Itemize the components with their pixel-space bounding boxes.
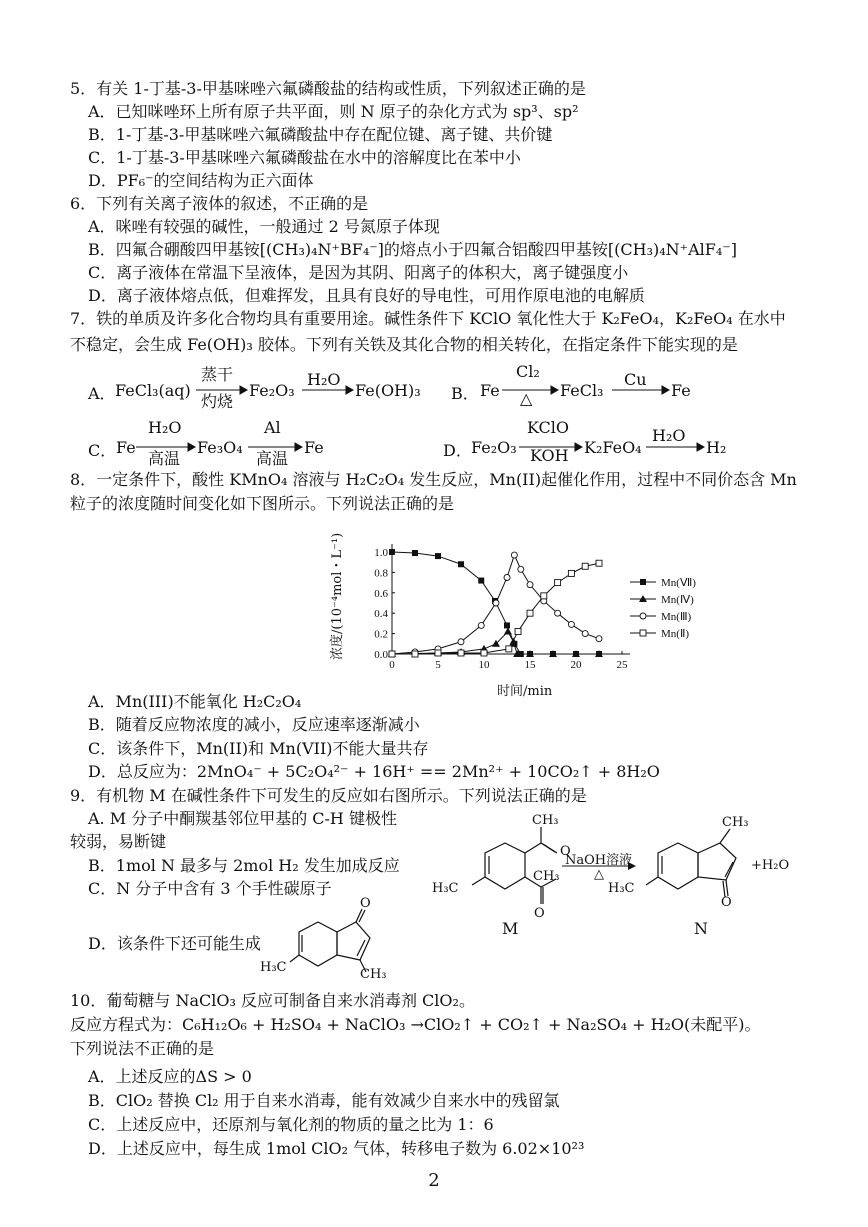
q8-stem-line2: 粒子的浓度随时间变化如下图所示。下列说法正确的是 <box>70 494 455 513</box>
q6-option-a: A．咪唑有较强的碱性，一般通过 2 号氮原子体现 <box>88 217 440 236</box>
q8-option-c: C．该条件下，Mn(II)和 Mn(VII)不能大量共存 <box>88 739 429 758</box>
q5-option-d: D．PF₆⁻的空间结构为正六面体 <box>88 171 314 190</box>
q7-d-label: D． <box>443 441 472 460</box>
chart-x-tick-label: 10 <box>478 659 490 671</box>
legend-label-0: Mn(Ⅶ) <box>661 577 696 589</box>
d-h3c: H₃C <box>260 960 287 975</box>
q7-b-start: Fe <box>480 381 500 400</box>
q7-a-label: A． <box>88 384 116 403</box>
q8-option-b: B．随着反应物浓度的减小，反应速率逐渐减小 <box>88 715 420 734</box>
q6-option-d: D．离子液体熔点低，但难挥发，且具有良好的导电性，可用作原电池的电解质 <box>88 286 645 305</box>
reagent-heat: △ <box>594 867 604 882</box>
q7-b-label: B． <box>451 384 479 403</box>
q7-a-cond1-bottom: 灼烧 <box>201 392 234 411</box>
q9-option-d: D．该条件下还可能生成 <box>88 934 261 953</box>
q7-c-cond1-top: H₂O <box>148 418 182 437</box>
q7-c-label: C． <box>88 441 117 460</box>
label-n: N <box>694 919 708 938</box>
q10-equation: 反应方程式为：C₆H₁₂O₆ + H₂SO₄ + NaClO₃ →ClO₂↑ + CO₂↑ + Na₂SO₄ + H₂O(未配平)。 <box>70 1015 761 1034</box>
chart-y-tick-label: 0.4 <box>374 608 388 621</box>
q6-option-c: C．离子液体在常温下呈液体，是因为其阴、阳离子的体积大，离子键强度小 <box>88 263 629 282</box>
q9-option-b: B．1mol N 最多与 2mol H₂ 发生加成反应 <box>88 856 400 875</box>
plus-water: +H₂O <box>751 858 790 873</box>
chart-x-tick-label: 20 <box>570 659 582 671</box>
q8-option-a: A．Mn(III)不能氧化 H₂C₂O₄ <box>88 692 302 711</box>
q7-c-cond2-top: Al <box>264 418 281 437</box>
q10-option-b: B．ClO₂ 替换 Cl₂ 用于自来水消毒，能有效减少自来水中的残留氯 <box>88 1091 560 1110</box>
chart-y-tick-label: 1.0 <box>374 547 388 559</box>
chart-x-axis-label: 时间/min <box>497 684 553 699</box>
q7-b-mid: FeCl₃ <box>560 381 604 400</box>
q7-a-mid: Fe₂O₃ <box>249 381 295 400</box>
chart-y-tick-label: 0.8 <box>374 567 388 580</box>
m-ch3-top: CH₃ <box>532 813 559 828</box>
q5-stem: 5．有关 1-丁基-3-甲基咪唑六氟磷酸盐的结构或性质，下列叙述正确的是 <box>70 79 586 98</box>
n-carbonyl-o: O <box>721 895 732 910</box>
chart-x-tick-label: 15 <box>524 659 536 671</box>
q7-d-end: H₂ <box>706 438 727 457</box>
chart-y-axis-label: 浓度/(10⁻⁴mol・L⁻¹) <box>330 532 345 660</box>
label-m: M <box>502 919 519 938</box>
m-h3c: H₃C <box>432 881 459 896</box>
q6-stem: 6．下列有关离子液体的叙述，不正确的是 <box>70 194 369 213</box>
q7-d-cond2-top: H₂O <box>652 426 686 445</box>
q7-stem-line2: 不稳定，会生成 Fe(OH)₃ 胶体。下列有关铁及其化合物的相关转化，在指定条件下能实现的是 <box>70 335 738 354</box>
q7-d-cond1-top: KClO <box>527 418 569 437</box>
chart-y-tick-label: 0.2 <box>374 628 388 641</box>
chart-x-tick-label: 5 <box>435 659 441 671</box>
q9-stem: 9．有机物 M 在碱性条件下可发生的反应如右图所示。下列说法正确的是 <box>70 786 587 805</box>
legend-label-2: Mn(Ⅲ) <box>661 611 692 623</box>
chart-x-tick-label: 25 <box>616 659 628 671</box>
q5-option-c: C．1-丁基-3-甲基咪唑六氟磷酸盐在水中的溶解度比在苯中小 <box>88 148 521 167</box>
q7-c-cond2-bottom: 高温 <box>256 449 289 468</box>
q7-b-cond2-top: Cu <box>624 370 647 389</box>
q7-d-start: Fe₂O₃ <box>471 438 517 457</box>
q7-d-cond1-bottom: KOH <box>530 446 569 465</box>
legend-label-1: Mn(Ⅳ) <box>661 594 694 606</box>
q7-b-cond1-bottom: △ <box>520 389 533 408</box>
q6-option-b: B．四氟合硼酸四甲基铵[(CH₃)₄N⁺BF₄⁻]的熔点小于四氟合铝酸四甲基铵[(CH₃)₄N⁺AlF₄⁻] <box>88 240 737 259</box>
chart-x-tick-label: 0 <box>389 659 395 671</box>
q7-a-cond2-top: H₂O <box>307 370 341 389</box>
reagent-naoh: NaOH溶液 <box>565 853 633 868</box>
q7-b-end: Fe <box>671 381 691 400</box>
q10-stem: 10．葡萄糖与 NaClO₃ 反应可制备自来水消毒剂 ClO₂。 <box>70 991 475 1010</box>
q7-c-end: Fe <box>304 438 324 457</box>
legend-label-3: Mn(Ⅱ) <box>661 628 690 640</box>
n-ch3: CH₃ <box>722 815 749 830</box>
chart-y-tick-label: 0.0 <box>374 649 388 661</box>
q7-b-cond1-top: Cl₂ <box>516 362 540 381</box>
d-carbonyl-o: O <box>360 896 371 911</box>
d-ch3: CH₃ <box>360 967 387 982</box>
q8-option-d: D．总反应为：2MnO₄⁻ + 5C₂O₄²⁻ + 16H⁺ == 2Mn²⁺ + 10CO₂↑ + 8H₂O <box>88 762 660 781</box>
q10-option-c: C．上述反应中，还原剂与氧化剂的物质的量之比为 1：6 <box>88 1115 494 1134</box>
q7-a-end: Fe(OH)₃ <box>355 381 421 400</box>
q8-stem-line1: 8．一定条件下，酸性 KMnO₄ 溶液与 H₂C₂O₄ 发生反应，Mn(II)起催化作用，过程中不同价态含 Mn <box>70 470 797 489</box>
q10-option-a: A．上述反应的ΔS > 0 <box>88 1067 252 1086</box>
page-number: 2 <box>428 1170 440 1191</box>
m-carbonyl-o-bottom: O <box>534 906 545 921</box>
q7-stem-line1: 7．铁的单质及许多化合物均具有重要用途。碱性条件下 KClO 氧化性大于 K₂FeO₄，K₂FeO₄ 在水中 <box>70 309 786 328</box>
m-ch3-right: CH₃ <box>533 869 560 884</box>
q7-c-start: Fe <box>116 438 136 457</box>
q9-option-c: C．N 分子中含有 3 个手性碳原子 <box>88 879 332 898</box>
q5-option-b: B．1-丁基-3-甲基咪唑六氟磷酸盐中存在配位键、离子键、共价键 <box>88 125 553 144</box>
q10-option-d: D．上述反应中，每生成 1mol ClO₂ 气体，转移电子数为 6.02×10²³ <box>88 1139 585 1158</box>
chart-y-tick-label: 0.6 <box>374 587 388 600</box>
q5-option-a: A．已知咪唑环上所有原子共平面，则 N 原子的杂化方式为 sp³、sp² <box>88 102 579 121</box>
q9-option-a-line1: A. M 分子中酮羰基邻位甲基的 C-H 键极性 <box>88 809 397 828</box>
q7-a-start: FeCl₃(aq) <box>115 381 191 400</box>
q9-option-a-line2: 较弱，易断键 <box>70 832 167 851</box>
q7-c-cond1-bottom: 高温 <box>148 449 181 468</box>
m-carbonyl-o-top: O <box>560 844 571 859</box>
n-h3c: H₃C <box>608 881 635 896</box>
q7-d-mid: K₂FeO₄ <box>584 438 642 457</box>
q7-a-cond1-top: 蒸干 <box>201 365 234 384</box>
q7-c-mid: Fe₃O₄ <box>197 438 243 457</box>
q10-ask: 下列说法不正确的是 <box>70 1039 215 1058</box>
